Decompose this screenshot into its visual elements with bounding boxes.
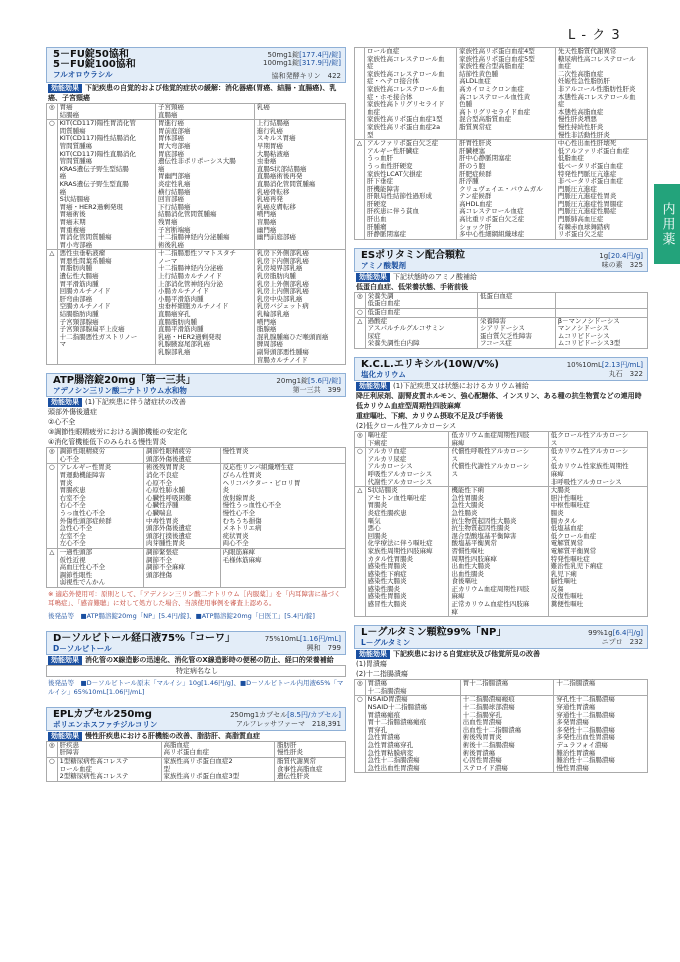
page-title: L - ク 3 [568,28,621,43]
disease-table [354,679,648,773]
section-tab: 内用薬 [654,184,680,264]
drug-header [46,707,346,731]
row-mark: ○ [47,120,58,250]
drug-spec: 75%10mL[1.16円/mL] [264,634,341,643]
table-cell: 悪性虫垂粘液瘤 胃悪性間葉系腫瘍 胃脂肪肉腫 遺伝性大腸癌 胃平滑筋肉腫 回腸カルチノイド 肝弯曲部癌 空腸カルチノイド 結腸脂肪肉腫 子宮頸部腺癌 子宮頸部腺扁平上皮癌 十二指腸悪性ガストリノー マ [57,250,155,365]
table-row [47,120,346,250]
generic-alternatives: 後発品等 ■D－ソルビトール原末「マルイシ」10g[1.46円/g]、■D－ソルビトール内用液65%「マルイシ」65%10mL[1.06円/mL] [48,678,344,696]
table-cell: 胃進行癌 胃前庭部癌 胃体部癌 胃大弯部癌 胃底部癌 遺伝性非ポリポーシス大腸 癌 胃幽門部癌 炎症性乳癌 横行結腸癌 回盲部癌 下行結腸癌 結腸消化管間質腫瘍 残胃癌 子宮断端癌 十二指腸神経内分泌腫瘍 術後乳癌 [156,120,255,250]
table-cell: 低蛋白血症 [477,292,555,308]
table-cell [555,309,647,318]
table-row [355,696,648,773]
drug-spec: 20mg1錠[5.6円/錠] [276,377,341,386]
generic-name: ポリエンホスファチジルコリン [53,719,158,729]
table-cell: 術後残胃胃炎 消化不良症 心原不全 心原性肺水腫 心臓性呼吸困難 心臓性浮腫 心臓喘息 中毒性胃炎 頭部外傷後遺症 頭部打撲後遺症 肉芽腫性胃炎 [144,464,221,549]
table-cell: 慢性胃炎 [220,448,345,464]
generic-alternatives: 後発品等 ■ATP腸溶錠20mg「NP」[5.4円/錠]、■ATP腸溶錠20mg「日医工」[5.4円/錠] [48,611,315,620]
table-cell: 低カリウム血症周期性四肢 麻痺 [449,432,548,448]
table-cell: 機能性下痢 急性胃腸炎 急性大腸炎 急性腸炎 抗生物質起因性大腸炎 抗生物質起因性腸炎 混合型酸塩基平衡障害 酸塩基平衡異常 習慣性嘔吐 周期性四肢麻痺 出血性大腸炎 出血性腸炎 食後嘔吐 正カリウム血症周期性四肢 麻痺 正常カリウム血症性四肢麻 痺 [449,487,548,617]
table-cell: 過酸症 アスパルチルグルコサミン 尿症 栄養失調性白内障 [365,317,477,348]
table-cell: 脂肪肝 慢性肝炎 [274,741,345,757]
table-cell: 家族性高リポ蛋白血症2 型 家族性高リポ蛋白血症3型 [161,758,274,782]
table-row [355,140,648,240]
row-mark: △ [47,548,58,587]
effect-item: (2)十二指腸潰瘍 [356,670,408,679]
table-row [355,448,648,487]
effect-item: 頭部外傷後遺症 [48,408,97,417]
table-cell: NSAID胃潰瘍 NSAID十二指腸潰瘍 胃潰瘍瘢痕 胃十二指腸潰瘍瘢痕 胃穿孔 急性胃潰瘍 急性胃潰瘍穿孔 急性胃粘膜病変 急性十二指腸潰瘍 急性出血性胃潰瘍 [365,696,460,773]
row-mark: ◎ [47,741,58,757]
row-mark: ○ [355,309,366,318]
table-cell: β－マンノシドーシス マンノシドーシス ムコリピドーシス ムコリピドーシス3型 [555,317,647,348]
generic-name: 塩化カリウム [361,370,406,379]
drug-entry [46,373,346,623]
effect: 効能効果 下記疾患の自覚的および他覚的症状の緩解：消化器癌(胃癌、結腸・直腸癌)、乳癌、子宮頸癌 [48,84,337,102]
effect: 効能効果 下記疾患における自覚症状及び他覚所見の改善 [354,649,648,659]
effect-item: ③調節性眼精疲労における調節機能の安定化 [48,428,188,437]
table-cell: 低蛋白血症 [365,309,477,318]
table-row [355,432,648,448]
table-row [47,104,346,120]
row-mark: ○ [355,448,366,487]
table-cell: KIT(CD117)陽性胃消化管 間質腫瘍 KIT(CD117)陽性結腸消化 管間質腫瘍 KIT(CD117)陽性直腸消化 管間質腫瘍 KRAS遺伝子野生型結腸 癌 KRAS遺伝子野生型直腸 癌 S状結腸癌 胃癌・HER2過剰発現 胃癌術後 胃癌末期 胃重複癌 胃消化管間質腫瘍 胃小弯部癌 [57,120,155,250]
effect-item: 低蛋白血症、低栄養状態、手術前後 [356,282,468,291]
table-cell: アルカリ血症 アルカリ尿症 アルカローシス 呼吸性アルカローシス 代謝性アルカローシス [365,448,449,487]
drug-spec: 10%10mL[2.13円/mL] [566,361,643,369]
table-row [355,317,648,348]
table-cell: 胃潰瘍 十二指腸潰瘍 [365,680,460,696]
table-cell: 低クロール性アルカローシ ス [548,432,647,448]
table-cell: 乳癌 [254,104,345,120]
effect-item: 重症嘔吐、下痢、カリウム摂取不足及び手術後 [356,412,503,420]
right-column [354,47,648,781]
table-cell: 十二指腸悪性ソマトスタチ ノーマ 十二指腸神経内分泌癌 上行結腸カルチノイド 上部消化管神経内分泌 小腸カルチノイド 小腸平滑筋肉腫 虫垂杯細胞カルチノイド 直腸癌穿孔 直腸脂肪肉腫 直腸平滑筋肉腫 乳癌・HER2過剰発現 乳腺腋窩尾部乳癌 乳腺部乳癌 [156,250,255,365]
table-cell [555,292,647,308]
table-cell: 肝疾患 肝障害 [57,741,161,757]
effect: 効能効果 消化管のX線造影の迅速化、消化管のX線造影時の便秘の防止、経口的栄養補給 [46,655,346,665]
drug-header [46,373,346,397]
maker: 協和発酵キリン 422 [271,72,341,80]
table-cell: 肝胃性肝炎 肝臓梗塞 肝中心静脈閉塞症 肝のう胞 肝肥症候群 肝浮腫 クリュヴェイエ・バウムガル テン症候群 高HDL血症 高コレステロール血症 高比重リポ蛋白欠乏症 ショック肝 多中心性細網組織球症 [457,140,556,240]
drug-entry-continued [354,47,648,240]
table-row [355,680,648,696]
table-cell: 上行結腸癌 進行乳癌 スキルス胃癌 早期胃癌 大腸粘液癌 虫垂癌 直腸S状部結腸癌 直腸癌術後再発 直腸消化管間質腫瘍 乳癌骨転移 乳癌再発 乳癌皮膚転移 噴門癌 盲腸癌 幽門癌 幽門前庭部癌 [254,120,345,250]
disease-table [354,292,648,349]
drug-name: K.C.L.エリキシル(10W/V%) [361,359,500,370]
row-mark: ◎ [355,680,366,696]
maker: ニプロ 232 [601,638,643,647]
table-row [47,448,346,464]
table-cell: 大腸炎 胆汁性嘔吐 中枢性嘔吐症 腸炎 腸カタル 低塩基血症 低クロール血症 電解質異常 電解質平衡異常 特発性嘔吐症 難治性乳児下痢症 乳児下痢 脳性嘔吐 反芻 反復性嘔吐 糞便性嘔吐 [548,487,647,617]
generic-name: D－ソルビトール [53,643,112,653]
table-row [47,741,346,757]
table-cell: 脂質代謝異常 食事性高脂血症 遺伝性肝炎 [274,758,345,782]
disease-table [46,741,346,782]
row-mark: ◎ [47,448,58,464]
drug-header [354,625,648,649]
table-cell: 十二指腸潰瘍 [554,680,648,696]
row-mark: △ [355,317,366,348]
generic-name: アデノシン三リン酸二ナトリウム水和物 [53,386,187,396]
row-mark: ◎ [355,432,366,448]
maker: 興和 799 [306,643,341,652]
table-row [47,758,346,782]
disease-table [46,103,346,365]
drug-name: L－グルタミン顆粒99%「NP」 [361,627,507,639]
drug-header [46,631,346,655]
drug-entry [46,707,346,782]
row-mark: ○ [355,696,366,773]
effect: 効能効果 慢性肝疾患における肝機能の改善、脂肪肝、高脂質血症 [46,731,346,741]
table-cell: 1型糖尿病性高コレステ ロール血症 2型糖尿病性高コレステ [57,758,161,782]
row-mark: △ [355,140,365,240]
effect-item: ②心不全 [48,418,76,427]
disease-table [354,47,648,240]
left-column [46,47,346,790]
table-cell: 高脂血症 高リポ蛋白血症 [161,741,274,757]
table-row [47,250,346,365]
table-cell: 内眼筋麻痺 毛様体筋麻痺 [220,548,345,587]
effect: 効能効果 (1)下記疾患に伴う諸症状の改善 [46,397,346,407]
table-cell: 調節性眼精疲労 頭部外傷後遺症 [144,448,221,464]
table-row [355,292,648,308]
table-cell: 十二指腸潰瘍瘢痕 十二指腸球部潰瘍 十二指腸穿孔 出血性胃潰瘍 出血性十二指腸潰瘍 術後残胃胃炎 術後十二指腸潰瘍 術後胃潰瘍 心因性胃潰瘍 ステロイド潰瘍 [460,696,554,773]
table-cell: 栄養失調 低蛋白血症 [365,292,477,308]
row-mark: ◎ [47,104,58,120]
drug-entry [354,625,648,773]
table-cell: S状結腸炎 アセトン血性嘔吐症 胃腸炎 炎症性腸疾患 嘔気 悪心 回腸炎 化学療法に伴う嘔吐症 家族性周期性四肢麻痺 カタル性胃腸炎 感染性胃腸炎 感染性下痢症 感染性大腸炎 感染性腸炎 感染性胃腸炎 感冒性大腸炎 [365,487,449,617]
drug-entry [354,357,648,617]
row-mark [355,48,365,140]
table-cell: アレルギー性胃炎 胃運動機能障害 胃炎 胃腸疾患 右室不全 右心不全 うっ血性心不全 外傷性頭部症候群 急性心不全 左室不全 左心不全 [57,464,143,549]
effect-item: 降圧利尿剤、副腎皮質ホルモン、強心配糖体、インスリン、ある種の抗生物質などの連用時 [356,392,642,400]
effect-item: 低カリウム血症型周期性四肢麻痺 [356,402,461,410]
row-mark: ○ [47,464,58,549]
table-cell: 家族性高リポ蛋白血症4型 家族性高リポ蛋白血症5型 家族性複合型高脂血症 結節性黄色腫 高LDL血症 高カイロミクロン血症 高コレステロール血性黄 色腫 高トリグリセライド血症 混合型高脂質血症 脂質異常症 [457,48,556,140]
drug-header [354,248,648,272]
drug-entry [354,248,648,349]
drug-name: D－ソルビトール経口液75%「コーワ」 [53,632,236,644]
note: ※ 適応外使用可：原則として、「アデノシン三リン酸二ナトリウム［内服薬］」を「内耳障害に基づく耳鳴症」、「感音難聴」に対して処方した場合、当該使用事例を審査上認める。 [48,589,341,607]
table-cell: 先天性脂質代謝異常 糖尿病性高コレステロール 血症 二次性高脂血症 妊娠性急性脂肪肝 非アルコール性脂肪性肝炎 本態性高コレステロール血 症 本態性高脂血症 慢性肝炎増悪 慢性持続性肝炎 慢性非活動性肝炎 [555,48,647,140]
effect-item: (1)胃潰瘍 [356,660,387,669]
drug-name: 5－FU錠100協和 [53,59,136,70]
drug-spec: 250mg1カプセル[8.5円/カプセル] [230,710,341,719]
drug-name: 5－FU錠50協和 [53,49,129,60]
disease-table [46,447,346,588]
effect: 効能効果 (1)下記疾患又は状態におけるカリウム補給 [354,381,648,391]
row-mark: ○ [47,758,58,782]
drug-spec: 1g[20.4円/g] [599,251,643,260]
table-cell: 代償性呼吸性アルカローシ ス 代償性代謝性アルカローシ ス [449,448,548,487]
table-row [355,309,648,318]
table-cell: ロール血症 家族性高コレステロール血 症 家族性高コレステロール血 症・ヘテロ接合体 家族性高コレステロール血 症・ホモ接合体 家族性高トリグリセライド 血症 家族性高リポ蛋白血症1型 家族性高リポ蛋白血症2a 型 [365,48,457,140]
effect: 効能効果 下記状態時のアミノ酸補給 [354,272,648,282]
table-cell: 胃癌 結腸癌 [57,104,155,120]
disease-table [354,431,648,617]
generic-name: アミノ酸製剤 [361,260,406,270]
table-cell: 乳房下外側部乳癌 乳房下内側部乳癌 乳房境界部乳癌 乳房脂肪肉腫 乳房上外側部乳癌 乳房上内側部乳癌 乳房中央部乳癌 乳房バジェット病 乳輪部乳癌 噴門癌 脂腺癌 混乳腺腫瘍ひだ喉頭面癌 脾周部癌 副腎頭部悪性腫瘍 盲腸カルチノイド [254,250,345,365]
drug-entry [46,631,346,699]
table-cell: 嘔吐症 下痢症 [365,432,449,448]
table-cell: 反応性リンパ組織増生症 びらん性胃炎 ヘリコバクター・ピロリ胃 炎 放射線胃炎 慢性うっ血性心不全 慢性心不全 むちうち損傷 メネトリエ病 疣状胃炎 両心不全 [220,464,345,549]
table-cell: 調節性眼精疲労 心不全 [57,448,143,464]
effect-item: (2)低クロール性アルカローシス [356,422,457,430]
drug-spec: 50mg1錠[177.4円/錠] 100mg1錠[317.9円/錠] [263,51,341,68]
row-mark: ◎ [355,292,366,308]
maker: 丸石 322 [608,370,643,378]
drug-entry [46,47,346,365]
table-cell: 穿孔性十二指腸潰瘍 穿通性胃潰瘍 穿通性十二指腸潰瘍 多発胃潰瘍 多発性十二指腸潰瘍 多発性出血性胃潰瘍 デュラフォイ潰瘍 難治性胃潰瘍 難治性十二指腸潰瘍 慢性胃潰瘍 [554,696,648,773]
row-mark: △ [355,487,366,617]
table-cell: 一過性頭部 仮性近視 高血圧性心不全 調節性眼性 弱視性でんかん [57,548,143,587]
table-row [47,464,346,549]
drug-header [46,47,346,83]
maker: 味の素 325 [601,260,643,269]
table-row [355,48,648,140]
effect-item: ④消化管機能低下のみられる慢性胃炎 [48,438,167,447]
drug-name: ATP腸溶錠20mg「第一三共」 [53,375,196,387]
table-cell: 栄養障害 シアリドーシス 蛋白質欠乏性障害 フコース症 [477,317,555,348]
table-cell: 調節緊張症 調節不全 調節不全麻痺 頭部挫傷 [144,548,221,587]
drug-spec: 99%1g[6.4円/g] [588,629,643,638]
table-cell: 低カリウム性アルカローシ ス 低カリウム性家族性周期性 麻痺 非呼吸性アルカローシス [548,448,647,487]
drug-header [354,357,648,381]
table-cell: 胃十二指腸潰瘍 [460,680,554,696]
maker: アルフレッサファーマ 218,391 [235,719,341,728]
table-row [355,487,648,617]
table-cell: 中心性出血性肝壊死 低アルファリポ蛋白血症 低脂血症 低ベータリポ蛋白血症 特発性門脈圧亢進症 非ベータリポ蛋白血症 門脈圧亢進症 門脈圧亢進症性胃炎 門脈圧亢進症性胃腸症 門脈圧亢進症性腸症 門脈肺高血圧症 有棘赤血球舞踏病 リポ蛋白欠乏症 [555,140,647,240]
generic-name: フルオロウラシル [53,70,113,79]
row-mark: △ [47,250,58,365]
generic-name: L－グルタミン [361,638,411,648]
maker: 第一三共 399 [292,386,341,395]
drug-name: EPLカプセル250mg [53,708,152,720]
table-cell: 子宮頸癌 直腸癌 [156,104,255,120]
table-cell [477,309,555,318]
table-cell: アルファリポ蛋白欠乏症 アルギー性肝臓症 うっ血肝 うっ血性肝硬変 家族性LCAT欠損症 肝下垂症 肝機能障害 肝限局性結節性過形成 肝硬変 肝疾患に伴う貧血 肝出血 肝腫瘤 肝静脈閉塞症 [365,140,457,240]
table-row [47,548,346,587]
drug-name: ESポリタミン配合顆粒 [361,249,466,261]
disease-row: 特定病名なし [46,665,346,677]
